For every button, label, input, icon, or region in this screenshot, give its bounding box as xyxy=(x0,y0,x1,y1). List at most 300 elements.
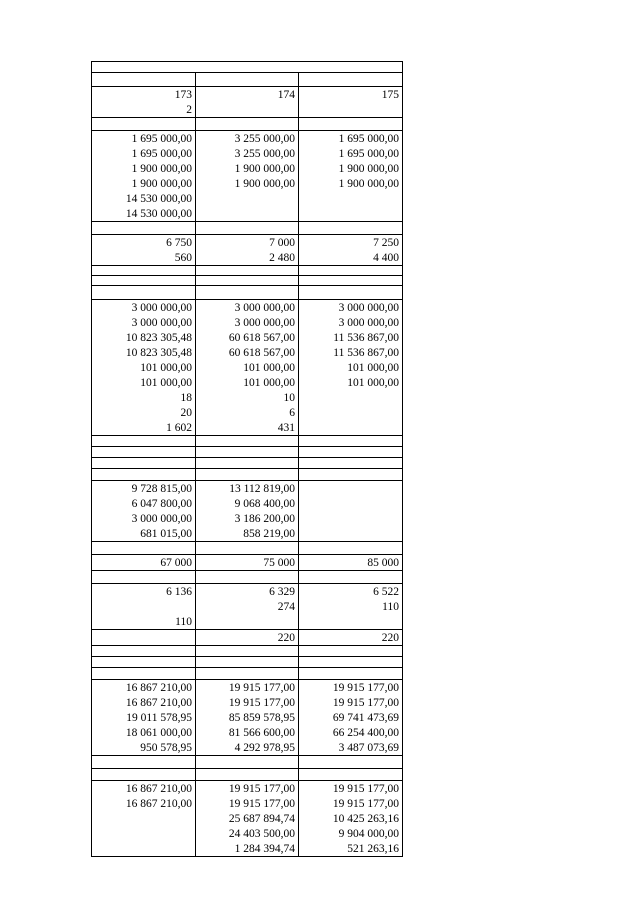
table-cell xyxy=(299,360,402,375)
table-cell xyxy=(299,266,402,275)
cell-value: 681 015,00 xyxy=(140,528,192,540)
table-cell xyxy=(92,614,195,629)
table-row xyxy=(91,725,403,740)
table-cell xyxy=(92,161,195,176)
table-row xyxy=(91,330,403,345)
table-row xyxy=(91,405,403,420)
table-row xyxy=(91,645,403,656)
cell-value: 1 900 000,00 xyxy=(131,163,192,175)
table-cell xyxy=(196,584,298,599)
cell-value: 101 000,00 xyxy=(140,377,192,389)
cell-value: 3 000 000,00 xyxy=(234,302,295,314)
table-cell xyxy=(299,276,402,285)
cell-value: 66 254 400,00 xyxy=(332,727,399,739)
cell-value: 1 900 000,00 xyxy=(234,178,295,190)
cell-value: 6 136 xyxy=(166,586,192,598)
table-cell xyxy=(196,345,298,360)
table-cell xyxy=(196,695,298,710)
table-cell xyxy=(92,315,195,330)
table-cell xyxy=(92,542,195,554)
cell-value: 9 068 400,00 xyxy=(234,498,295,510)
table-row xyxy=(91,446,403,457)
cell-value: 3 000 000,00 xyxy=(131,513,192,525)
table-cell xyxy=(299,300,402,315)
cell-value: 101 000,00 xyxy=(243,362,295,374)
cell-value: 14 530 000,00 xyxy=(125,208,192,220)
table-cell xyxy=(196,447,298,457)
spreadsheet-table xyxy=(91,61,403,857)
table-cell xyxy=(92,526,195,541)
table-cell xyxy=(92,646,195,656)
table-cell xyxy=(92,222,195,234)
cell-value: 431 xyxy=(277,422,295,434)
cell-value: 6 750 xyxy=(166,237,192,249)
table-row xyxy=(91,146,403,161)
table-row xyxy=(91,375,403,390)
table-cell xyxy=(196,526,298,541)
table-cell xyxy=(92,841,195,856)
cell-value: 1 900 000,00 xyxy=(131,178,192,190)
table-cell xyxy=(92,756,195,768)
table-cell xyxy=(196,375,298,390)
table-cell xyxy=(196,571,298,583)
table-row xyxy=(91,275,403,285)
table-cell xyxy=(92,680,195,695)
table-cell xyxy=(92,375,195,390)
table-cell xyxy=(196,118,298,130)
table-cell xyxy=(196,740,298,755)
table-cell xyxy=(299,390,402,405)
table-row xyxy=(91,740,403,755)
table-cell xyxy=(196,176,298,191)
table-cell xyxy=(299,496,402,511)
table-row xyxy=(91,285,403,299)
cell-value: 1 900 000,00 xyxy=(234,163,295,175)
table-cell xyxy=(196,222,298,234)
cell-value: 175 xyxy=(381,89,399,101)
table-cell xyxy=(299,511,402,526)
table-row xyxy=(91,811,403,826)
table-cell xyxy=(196,360,298,375)
table-cell xyxy=(196,315,298,330)
table-cell xyxy=(196,405,298,420)
table-row xyxy=(91,161,403,176)
table-cell xyxy=(196,250,298,265)
table-cell xyxy=(92,276,195,285)
table-row xyxy=(91,435,403,446)
table-cell xyxy=(299,614,402,629)
cell-value: 3 186 200,00 xyxy=(234,513,295,525)
table-cell xyxy=(299,841,402,856)
table-cell xyxy=(299,826,402,841)
table-cell xyxy=(196,266,298,275)
table-cell xyxy=(299,796,402,811)
table-row xyxy=(91,710,403,725)
cell-value: 69 741 473,69 xyxy=(332,712,399,724)
table-cell xyxy=(196,646,298,656)
cell-value: 4 292 978,95 xyxy=(234,742,295,754)
cell-value: 3 000 000,00 xyxy=(338,302,399,314)
table-row xyxy=(91,629,403,645)
table-cell xyxy=(196,161,298,176)
cell-value: 1 900 000,00 xyxy=(338,178,399,190)
table-cell xyxy=(92,87,195,102)
cell-value: 75 000 xyxy=(263,557,295,569)
table-cell xyxy=(299,330,402,345)
cell-value: 16 867 210,00 xyxy=(125,682,192,694)
table-cell xyxy=(92,131,195,146)
table-cell xyxy=(196,131,298,146)
table-cell xyxy=(92,390,195,405)
table-row xyxy=(91,755,403,768)
table-row xyxy=(91,468,403,480)
cell-value: 101 000,00 xyxy=(347,362,399,374)
table-cell xyxy=(196,330,298,345)
cell-value: 19 915 177,00 xyxy=(332,783,399,795)
table-cell xyxy=(92,73,195,86)
table-cell xyxy=(196,599,298,614)
cell-value: 4 400 xyxy=(373,252,399,264)
cell-value: 7 000 xyxy=(269,237,295,249)
table-cell xyxy=(92,811,195,826)
cell-value: 9 904 000,00 xyxy=(338,828,399,840)
cell-value: 1 695 000,00 xyxy=(338,133,399,145)
table-cell xyxy=(299,87,402,102)
cell-value: 10 823 305,48 xyxy=(125,332,192,344)
cell-value: 18 061 000,00 xyxy=(125,727,192,739)
cell-value: 19 915 177,00 xyxy=(228,798,295,810)
table-row xyxy=(91,695,403,710)
table-cell xyxy=(299,436,402,446)
table-cell xyxy=(92,599,195,614)
table-cell xyxy=(299,769,402,780)
table-cell xyxy=(196,300,298,315)
table-cell xyxy=(299,571,402,583)
cell-value: 3 000 000,00 xyxy=(131,302,192,314)
table-cell xyxy=(299,102,402,117)
table-cell xyxy=(196,481,298,496)
table-cell xyxy=(196,191,298,206)
table-row xyxy=(91,583,403,599)
cell-value: 6 329 xyxy=(269,586,295,598)
table-cell xyxy=(196,725,298,740)
cell-value: 24 403 500,00 xyxy=(228,828,295,840)
table-cell xyxy=(92,740,195,755)
table-row xyxy=(91,221,403,234)
table-row xyxy=(91,826,403,841)
table-row xyxy=(91,102,403,117)
table-cell xyxy=(299,206,402,221)
table-cell xyxy=(299,695,402,710)
cell-value: 10 425 263,16 xyxy=(332,813,399,825)
table-cell xyxy=(196,390,298,405)
table-cell xyxy=(92,769,195,780)
cell-value: 101 000,00 xyxy=(243,377,295,389)
table-cell xyxy=(92,447,195,457)
table-row xyxy=(91,299,403,315)
table-row xyxy=(91,541,403,554)
cell-value: 3 000 000,00 xyxy=(338,317,399,329)
table-row xyxy=(91,599,403,614)
table-cell xyxy=(196,469,298,480)
cell-value: 9 728 815,00 xyxy=(131,483,192,495)
table-cell xyxy=(196,542,298,554)
table-cell xyxy=(196,811,298,826)
table-cell xyxy=(299,286,402,299)
table-cell xyxy=(92,657,195,667)
table-row xyxy=(91,117,403,130)
table-cell xyxy=(196,235,298,250)
table-row xyxy=(91,360,403,375)
cell-value: 2 480 xyxy=(269,252,295,264)
table-cell xyxy=(92,345,195,360)
table-cell xyxy=(196,657,298,667)
table-cell xyxy=(299,447,402,457)
table-cell xyxy=(92,360,195,375)
cell-value: 19 915 177,00 xyxy=(332,798,399,810)
table-cell xyxy=(299,555,402,570)
table-cell xyxy=(196,841,298,856)
table-cell xyxy=(299,725,402,740)
table-row xyxy=(91,480,403,496)
table-row xyxy=(91,345,403,360)
table-cell xyxy=(299,646,402,656)
cell-value: 60 618 567,00 xyxy=(228,332,295,344)
table-cell xyxy=(92,250,195,265)
table-cell xyxy=(299,375,402,390)
table-cell xyxy=(92,481,195,496)
table-row xyxy=(91,250,403,265)
table-row xyxy=(91,570,403,583)
cell-value: 110 xyxy=(175,616,192,628)
table-cell xyxy=(299,469,402,480)
cell-value: 950 578,95 xyxy=(140,742,192,754)
table-row xyxy=(91,390,403,405)
table-cell xyxy=(299,235,402,250)
table-cell xyxy=(92,300,195,315)
cell-value: 25 687 894,74 xyxy=(228,813,295,825)
table-row xyxy=(91,86,403,102)
table-cell xyxy=(299,146,402,161)
cell-value: 19 915 177,00 xyxy=(228,783,295,795)
table-row xyxy=(91,191,403,206)
cell-value: 19 011 578,95 xyxy=(126,712,192,724)
cell-value: 60 618 567,00 xyxy=(228,347,295,359)
table-cell xyxy=(92,191,195,206)
table-cell xyxy=(299,161,402,176)
table-cell xyxy=(299,756,402,768)
cell-value: 101 000,00 xyxy=(140,362,192,374)
cell-value: 1 695 000,00 xyxy=(338,148,399,160)
table-cell xyxy=(196,680,298,695)
cell-value: 6 522 xyxy=(373,586,399,598)
table-cell xyxy=(299,131,402,146)
title-row xyxy=(91,61,403,72)
cell-value: 11 536 867,00 xyxy=(333,332,399,344)
table-row xyxy=(91,768,403,780)
table-cell xyxy=(196,458,298,468)
table-cell xyxy=(299,458,402,468)
table-cell xyxy=(299,191,402,206)
table-cell xyxy=(196,796,298,811)
table-row xyxy=(91,72,403,86)
table-cell xyxy=(92,235,195,250)
cell-value: 220 xyxy=(277,632,295,644)
table-row xyxy=(91,511,403,526)
table-row xyxy=(91,130,403,146)
table-cell xyxy=(196,710,298,725)
table-cell xyxy=(92,781,195,796)
cell-value: 85 859 578,95 xyxy=(228,712,295,724)
cell-value: 274 xyxy=(277,601,295,613)
table-row xyxy=(91,526,403,541)
cell-value: 6 047 800,00 xyxy=(131,498,192,510)
cell-value: 110 xyxy=(382,601,399,613)
table-cell xyxy=(92,146,195,161)
table-cell xyxy=(92,555,195,570)
table-cell xyxy=(92,176,195,191)
cell-value: 10 xyxy=(283,392,295,404)
cell-value: 1 284 394,74 xyxy=(234,843,295,855)
cell-value: 11 536 867,00 xyxy=(333,347,399,359)
table-cell xyxy=(92,102,195,117)
table-cell xyxy=(92,436,195,446)
table-cell xyxy=(299,668,402,679)
table-cell xyxy=(92,571,195,583)
table-cell xyxy=(196,146,298,161)
table-cell xyxy=(196,614,298,629)
table-cell xyxy=(299,630,402,645)
cell-value: 85 000 xyxy=(367,557,399,569)
cell-value: 174 xyxy=(277,89,295,101)
table-cell xyxy=(196,555,298,570)
table-cell xyxy=(299,710,402,725)
table-cell xyxy=(299,222,402,234)
cell-value: 7 250 xyxy=(373,237,399,249)
table-cell xyxy=(196,436,298,446)
table-cell xyxy=(196,206,298,221)
table-cell xyxy=(92,420,195,435)
table-cell xyxy=(92,668,195,679)
cell-value: 1 695 000,00 xyxy=(131,148,192,160)
table-cell xyxy=(92,584,195,599)
table-cell xyxy=(196,420,298,435)
table-cell xyxy=(92,330,195,345)
table-row xyxy=(91,679,403,695)
cell-value: 10 823 305,48 xyxy=(125,347,192,359)
cell-value: 101 000,00 xyxy=(347,377,399,389)
cell-value: 3 000 000,00 xyxy=(131,317,192,329)
table-cell xyxy=(92,725,195,740)
cell-value: 81 566 600,00 xyxy=(228,727,295,739)
cell-value: 858 219,00 xyxy=(243,528,295,540)
table-cell xyxy=(92,469,195,480)
table-cell xyxy=(92,496,195,511)
table-row xyxy=(91,656,403,667)
cell-value: 19 915 177,00 xyxy=(228,697,295,709)
cell-value: 560 xyxy=(174,252,192,264)
table-cell xyxy=(92,695,195,710)
table-cell xyxy=(299,118,402,130)
cell-value: 20 xyxy=(180,407,192,419)
table-cell xyxy=(299,345,402,360)
table-row xyxy=(91,554,403,570)
cell-value: 19 915 177,00 xyxy=(332,682,399,694)
table-cell xyxy=(299,250,402,265)
cell-value: 6 xyxy=(289,407,295,419)
table-cell xyxy=(299,740,402,755)
cell-value: 16 867 210,00 xyxy=(125,697,192,709)
table-cell xyxy=(92,206,195,221)
cell-value: 3 255 000,00 xyxy=(234,133,295,145)
table-row xyxy=(91,206,403,221)
table-row xyxy=(91,234,403,250)
cell-value: 521 263,16 xyxy=(347,843,399,855)
table-cell xyxy=(299,315,402,330)
table-row xyxy=(91,667,403,679)
table-cell xyxy=(196,781,298,796)
table-cell xyxy=(299,584,402,599)
cell-value: 16 867 210,00 xyxy=(125,783,192,795)
table-row xyxy=(91,796,403,811)
table-cell xyxy=(299,526,402,541)
table-cell xyxy=(299,599,402,614)
cell-value: 19 915 177,00 xyxy=(332,697,399,709)
table-cell xyxy=(196,87,298,102)
table-cell xyxy=(196,756,298,768)
cell-value: 220 xyxy=(381,632,399,644)
table-cell xyxy=(196,73,298,86)
table-row xyxy=(91,780,403,796)
table-row xyxy=(91,315,403,330)
cell-value: 1 900 000,00 xyxy=(338,163,399,175)
table-cell xyxy=(92,458,195,468)
table-cell xyxy=(299,405,402,420)
cell-value: 1 695 000,00 xyxy=(131,133,192,145)
cell-value: 2 xyxy=(186,104,192,116)
table-row xyxy=(91,420,403,435)
table-cell xyxy=(299,781,402,796)
table-row xyxy=(91,457,403,468)
table-cell xyxy=(92,405,195,420)
table-cell xyxy=(299,420,402,435)
table-cell xyxy=(92,266,195,275)
cell-value: 13 112 819,00 xyxy=(229,483,295,495)
table-cell xyxy=(299,657,402,667)
table-cell xyxy=(92,630,195,645)
cell-value: 19 915 177,00 xyxy=(228,682,295,694)
cell-value: 16 867 210,00 xyxy=(125,798,192,810)
cell-value: 67 000 xyxy=(160,557,192,569)
table-cell xyxy=(299,680,402,695)
table-cell xyxy=(299,542,402,554)
table-row xyxy=(91,265,403,275)
table-cell xyxy=(92,710,195,725)
cell-value: 3 000 000,00 xyxy=(234,317,295,329)
table-cell xyxy=(299,811,402,826)
table-cell xyxy=(92,826,195,841)
cell-value: 14 530 000,00 xyxy=(125,193,192,205)
cell-value: 18 xyxy=(180,392,192,404)
table-cell xyxy=(299,176,402,191)
table-cell xyxy=(299,73,402,86)
table-row xyxy=(91,614,403,629)
table-cell xyxy=(92,286,195,299)
table-cell xyxy=(196,511,298,526)
table-row xyxy=(91,841,403,857)
table-cell xyxy=(196,276,298,285)
table-cell xyxy=(196,826,298,841)
